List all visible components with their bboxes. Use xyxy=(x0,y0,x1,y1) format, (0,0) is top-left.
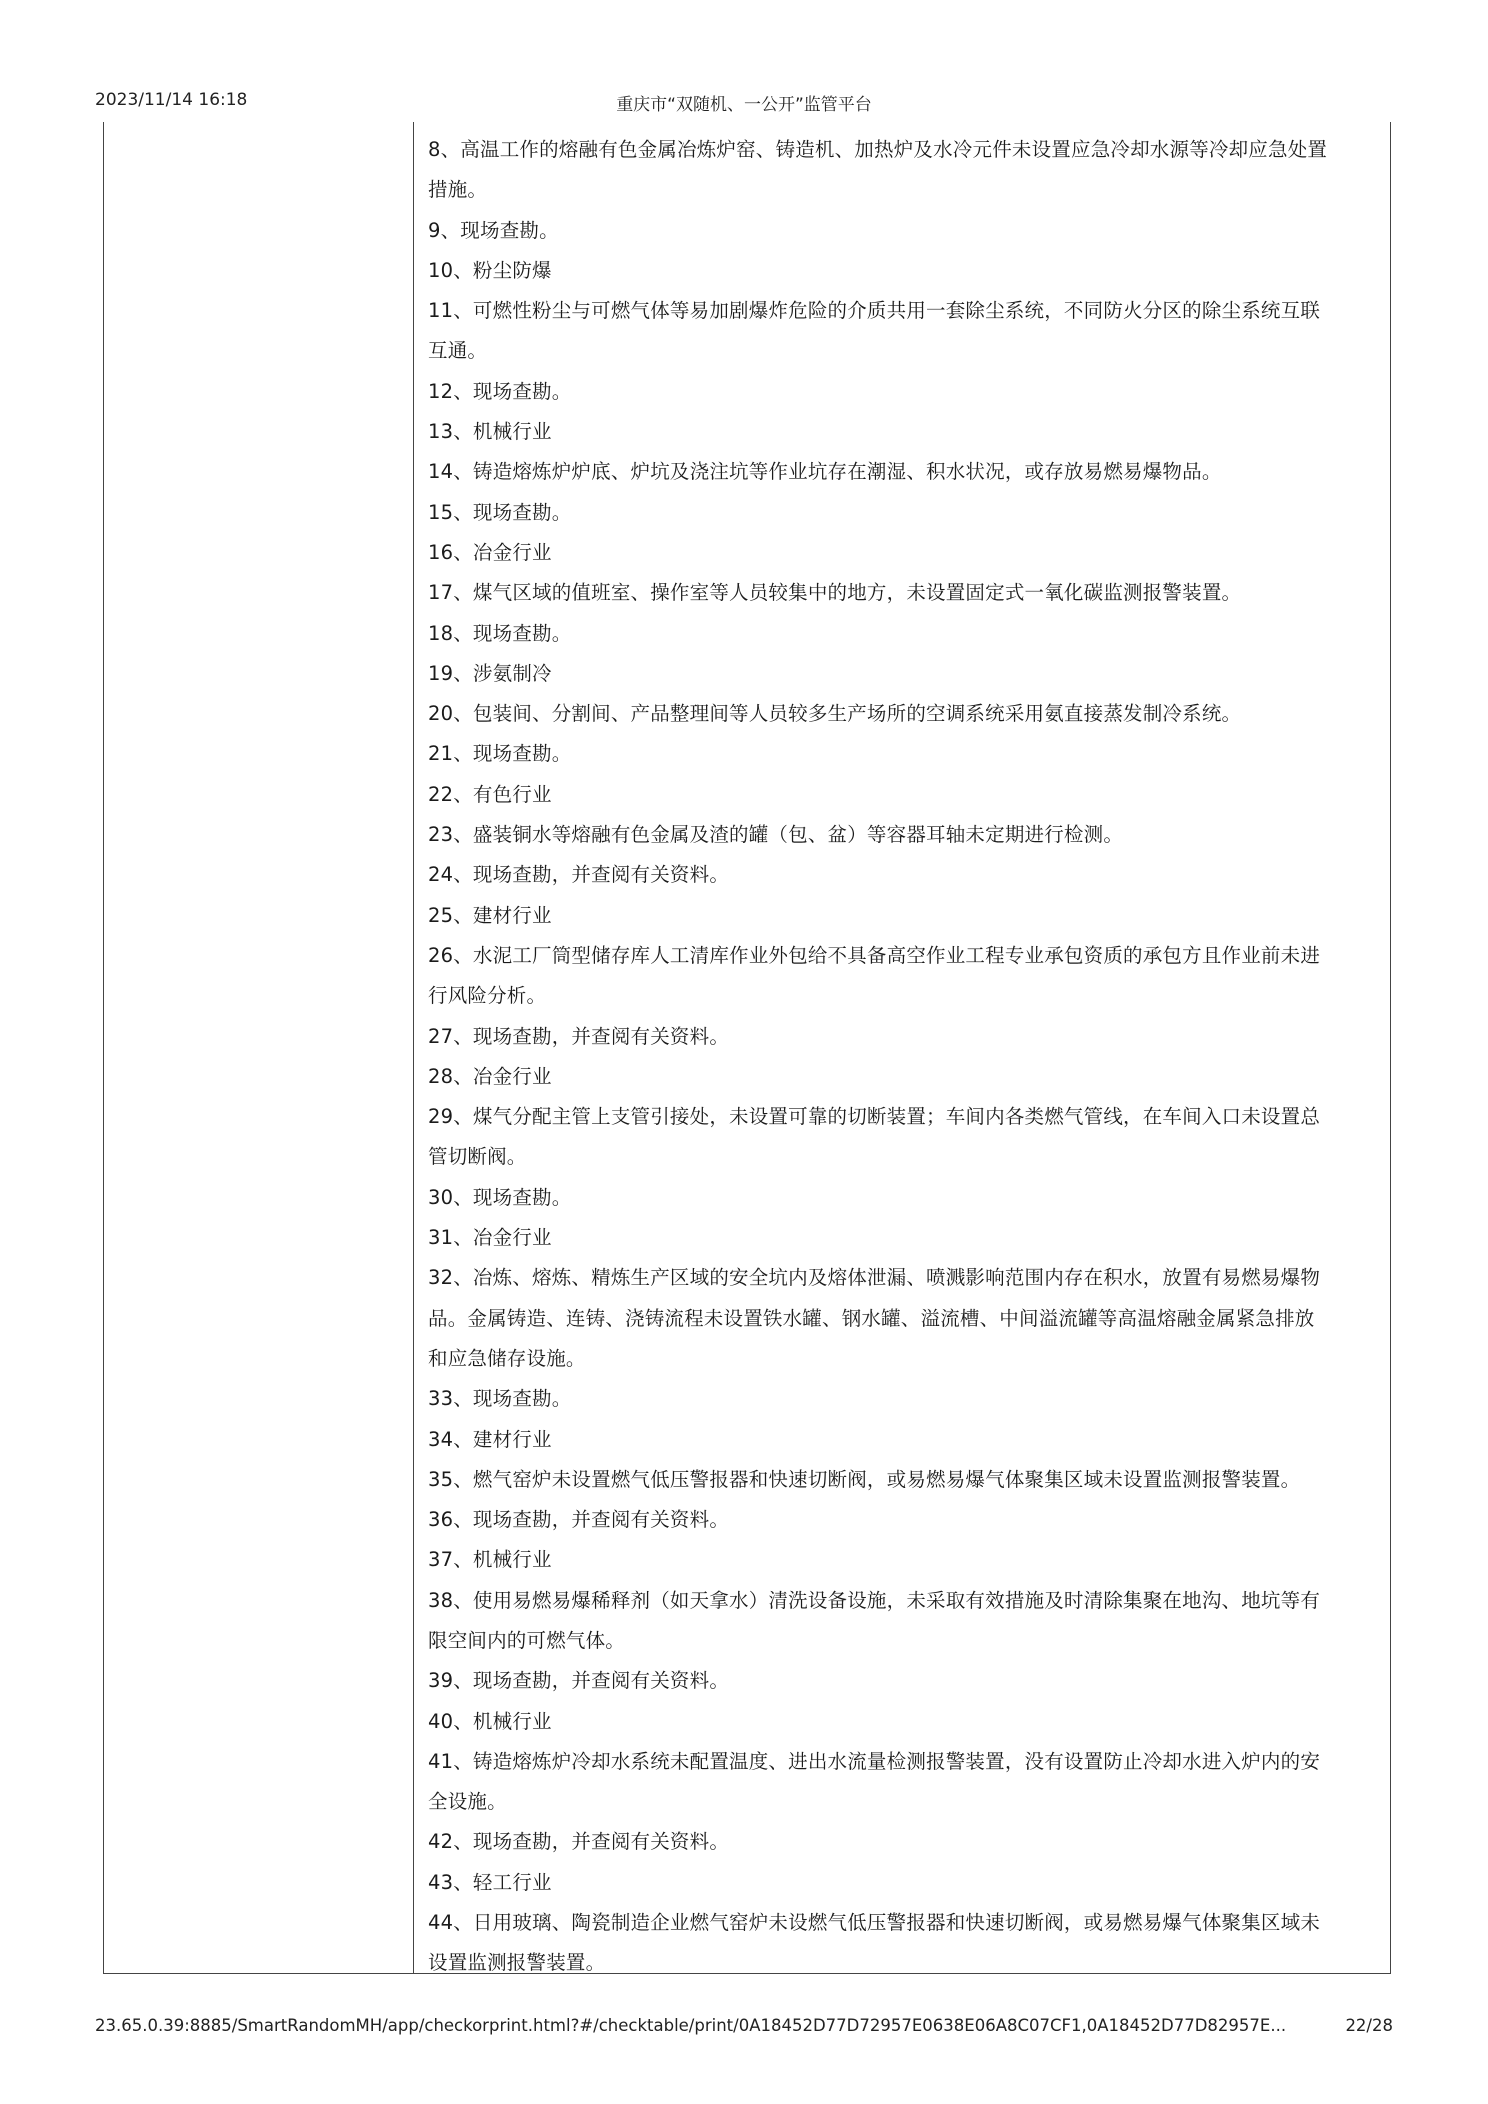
inspection-item-line: 36、现场查勘，并查阅有关资料。 xyxy=(428,1508,730,1532)
inspection-item-line: 41、铸造熔炼炉冷却水系统未配置温度、进出水流量检测报警装置，没有设置防止冷却水进入炉内的安 xyxy=(428,1749,1321,1773)
inspection-item-line: 19、涉氨制冷 xyxy=(428,661,552,685)
inspection-items-list xyxy=(414,122,1390,1984)
inspection-item-line: 33、现场查勘。 xyxy=(428,1387,572,1411)
inspection-item-line: 40、机械行业 xyxy=(428,1709,552,1733)
inspection-item-line: 11、可燃性粉尘与可燃气体等易加剧爆炸危险的介质共用一套除尘系统，不同防火分区的除尘系统互联 xyxy=(428,299,1321,323)
inspection-item-line: 12、现场查勘。 xyxy=(428,379,572,403)
inspection-item-line: 39、现场查勘，并查阅有关资料。 xyxy=(428,1669,730,1693)
inspection-item-line: 22、有色行业 xyxy=(428,782,552,806)
table-label-column xyxy=(104,122,414,1973)
inspection-item-line: 互通。 xyxy=(428,339,488,363)
inspection-item-line: 44、日用玻璃、陶瓷制造企业燃气窑炉未设燃气低压警报器和快速切断阀，或易燃易爆气体聚集区域未 xyxy=(428,1911,1321,1935)
inspection-item-line: 和应急储存设施。 xyxy=(428,1346,586,1370)
inspection-item-line: 16、冶金行业 xyxy=(428,540,552,564)
inspection-item-line: 31、冶金行业 xyxy=(428,1226,552,1250)
inspection-item-line: 28、冶金行业 xyxy=(428,1064,552,1088)
table-content-column xyxy=(414,122,1390,1973)
inspection-item-line: 18、现场查勘。 xyxy=(428,621,572,645)
inspection-item-line: 措施。 xyxy=(428,178,488,202)
page-url: 23.65.0.39:8885/SmartRandomMH/app/checkorprint.html?#/checktable/print/0A18452D77D72957E0638E06A8C07CF1,0A18452D77D82957E... xyxy=(95,2016,1287,2035)
inspection-item-line: 15、现场查勘。 xyxy=(428,500,572,524)
inspection-item-line: 13、机械行业 xyxy=(428,420,552,444)
inspection-item-line: 23、盛装铜水等熔融有色金属及渣的罐（包、盆）等容器耳轴未定期进行检测。 xyxy=(428,823,1124,847)
page-number: 22/28 xyxy=(1345,2016,1393,2035)
print-datetime: 2023/11/14 16:18 xyxy=(95,90,248,110)
inspection-item-line: 24、现场查勘，并查阅有关资料。 xyxy=(428,863,730,887)
inspection-item-line: 35、燃气窑炉未设置燃气低压警报器和快速切断阀，或易燃易爆气体聚集区域未设置监测报警装置。 xyxy=(428,1467,1301,1491)
inspection-item-line: 品。金属铸造、连铸、浇铸流程未设置铁水罐、钢水罐、溢流槽、中间溢流罐等高温熔融金属紧急排放 xyxy=(428,1306,1315,1330)
inspection-table xyxy=(103,122,1391,1974)
inspection-item-line: 30、现场查勘。 xyxy=(428,1185,572,1209)
inspection-item-line: 34、建材行业 xyxy=(428,1427,552,1451)
print-header xyxy=(95,90,1393,114)
inspection-item-line: 32、冶炼、熔炼、精炼生产区域的安全坑内及熔体泄漏、喷溅影响范围内存在积水，放置有易燃易爆物 xyxy=(428,1266,1321,1290)
inspection-item-line: 27、现场查勘，并查阅有关资料。 xyxy=(428,1024,730,1048)
inspection-item-line: 20、包装间、分割间、产品整理间等人员较多生产场所的空调系统采用氨直接蒸发制冷系统。 xyxy=(428,702,1242,726)
inspection-item-line: 管切断阀。 xyxy=(428,1145,527,1169)
inspection-item-line: 17、煤气区域的值班室、操作室等人员较集中的地方，未设置固定式一氧化碳监测报警装置。 xyxy=(428,581,1242,605)
inspection-item-line: 行风险分析。 xyxy=(428,984,547,1008)
inspection-item-line: 25、建材行业 xyxy=(428,903,552,927)
inspection-item-line: 限空间内的可燃气体。 xyxy=(428,1628,626,1652)
inspection-item-line: 29、煤气分配主管上支管引接处，未设置可靠的切断装置；车间内各类燃气管线，在车间入口未设置总 xyxy=(428,1105,1321,1129)
inspection-item-line: 14、铸造熔炼炉炉底、炉坑及浇注坑等作业坑存在潮湿、积水状况，或存放易燃易爆物品。 xyxy=(428,460,1222,484)
inspection-item-line: 9、现场查勘。 xyxy=(428,218,559,242)
inspection-item-line: 26、水泥工厂筒型储存库人工清库作业外包给不具备高空作业工程专业承包资质的承包方且作业前未进 xyxy=(428,943,1321,967)
inspection-item-line: 设置监测报警装置。 xyxy=(428,1951,606,1975)
inspection-item-line: 8、高温工作的熔融有色金属冶炼炉窑、铸造机、加热炉及水冷元件未设置应急冷却水源等冷却应急处置 xyxy=(428,138,1328,161)
inspection-item-line: 10、粉尘防爆 xyxy=(428,258,552,282)
inspection-item-line: 37、机械行业 xyxy=(428,1548,552,1572)
inspection-item-line: 43、轻工行业 xyxy=(428,1870,552,1894)
inspection-item-line: 38、使用易燃易爆稀释剂（如天拿水）清洗设备设施，未采取有效措施及时清除集聚在地沟、地坑等有 xyxy=(428,1588,1321,1612)
print-footer xyxy=(95,2016,1393,2040)
inspection-item-line: 42、现场查勘，并查阅有关资料。 xyxy=(428,1830,730,1854)
inspection-item-line: 全设施。 xyxy=(428,1790,507,1814)
platform-title: 重庆市“双随机、一公开”监管平台 xyxy=(616,95,872,115)
inspection-item-line: 21、现场查勘。 xyxy=(428,742,572,766)
